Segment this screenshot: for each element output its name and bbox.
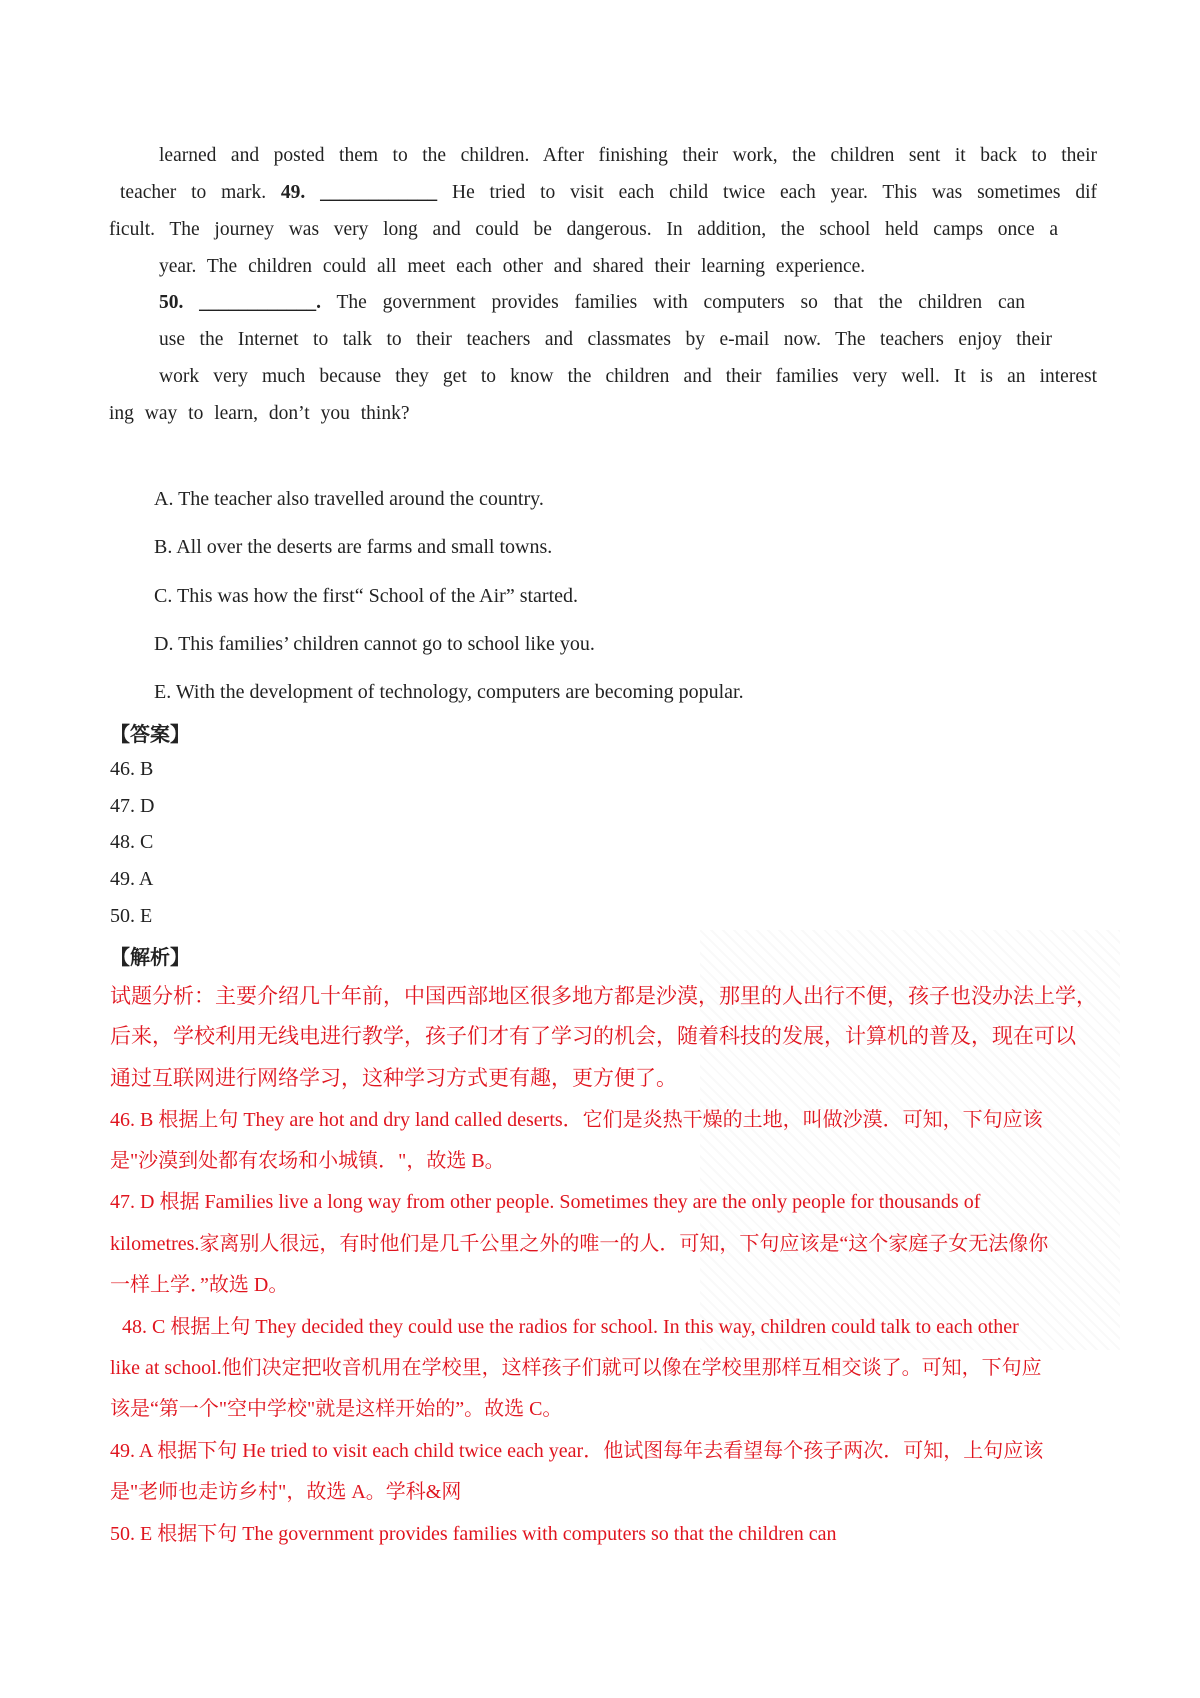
analysis-header: 【解析】 xyxy=(110,947,190,969)
passage-line-6: use the Internet to talk to their teachers and classmates by e-mail now. The teachers enjoy their xyxy=(159,329,1052,350)
passage-line-8: ing way to learn, don’t you think? xyxy=(109,403,410,424)
passage-line-3: ficult. The journey was very long and could be dangerous. In addition, the school held camps once a xyxy=(109,219,1058,240)
question-number-49: 49. xyxy=(280,182,306,203)
analysis-summary-3: 通过互联网进行网络学习，这种学习方式更有趣，更方便了。 xyxy=(110,1066,677,1090)
passage-line-7: work very much because they get to know the children and their families very well. It is an interest xyxy=(159,366,1097,387)
answer-47: 47. D xyxy=(110,795,155,817)
option-c: C. This was how the first“ School of the Air” started. xyxy=(154,585,579,607)
analysis-46-line-1: 46. B 根据上句 They are hot and dry land called deserts．它们是炎热干燥的土地，叫做沙漠．可知，下句应该 xyxy=(110,1109,1043,1131)
option-b: B. All over the deserts are farms and small towns. xyxy=(154,536,553,558)
analysis-summary-2: 后来，学校利用无线电进行教学，孩子们才有了学习的机会，随着科技的发展，计算机的普及，现在可以 xyxy=(110,1024,1076,1048)
analysis-48-line-3: 该是“第一个"空中学校"就是这样开始的”。故选 C。 xyxy=(110,1398,563,1420)
analysis-49-line-2: 是"老师也走访乡村"，故选 A。学科&网 xyxy=(110,1481,462,1503)
answer-49: 49. A xyxy=(110,868,154,890)
option-e: E. With the development of technology, computers are becoming popular. xyxy=(154,681,744,703)
analysis-49-line-1: 49. A 根据下句 He tried to visit each child twice each year．他试图每年去看望每个孩子两次．可知，上句应该 xyxy=(110,1440,1044,1462)
passage-line-5 xyxy=(159,291,1025,315)
passage-text: He tried to visit each child twice each year. This was sometimes dif xyxy=(451,182,1098,203)
analysis-48-line-1: 48. C 根据上句 They decided they could use the radios for school. In this way, children could talk to each other xyxy=(122,1316,1019,1338)
passage-text: teacher to mark. xyxy=(120,182,267,203)
analysis-47-line-3: 一样上学．”故选 D。 xyxy=(110,1274,289,1296)
answer-46: 46. B xyxy=(110,758,154,780)
analysis-47-line-1: 47. D 根据 Families live a long way from other people. Sometimes they are the only people for thousands of xyxy=(110,1191,981,1213)
blank-50: ____________. xyxy=(199,292,322,313)
passage-line-4: year. The children could all meet each other and shared their learning experience. xyxy=(159,256,866,277)
answer-header: 【答案】 xyxy=(110,724,190,746)
answer-50: 50. E xyxy=(110,905,153,927)
option-d: D. This families’ children cannot go to school like you. xyxy=(154,633,595,655)
passage-line-2 xyxy=(120,181,1097,205)
analysis-50-line-1: 50. E 根据下句 The government provides families with computers so that the children can xyxy=(110,1523,837,1545)
analysis-summary-1: 试题分析：主要介绍几十年前，中国西部地区很多地方都是沙漠，那里的人出行不便，孩子也没办法上学， xyxy=(110,984,1097,1008)
passage-text: The government provides families with computers so that the children can xyxy=(336,292,1026,313)
question-number-50: 50. xyxy=(159,292,184,313)
passage-line-1: learned and posted them to the children. After finishing their work, the children sent it back to their xyxy=(159,145,1097,166)
blank-49: ____________ xyxy=(320,182,438,203)
analysis-47-line-2: kilometres.家离别人很远，有时他们是几千公里之外的唯一的人．可知，下句应该是“这个家庭子女无法像你 xyxy=(110,1233,1049,1255)
analysis-48-line-2: like at school.他们决定把收音机用在学校里，这样孩子们就可以像在学校里那样互相交谈了。可知，下句应 xyxy=(110,1357,1042,1379)
answer-48: 48. C xyxy=(110,831,154,853)
option-a: A. The teacher also travelled around the country. xyxy=(154,488,544,510)
analysis-46-line-2: 是"沙漠到处都有农场和小城镇．"，故选 B。 xyxy=(110,1150,505,1172)
